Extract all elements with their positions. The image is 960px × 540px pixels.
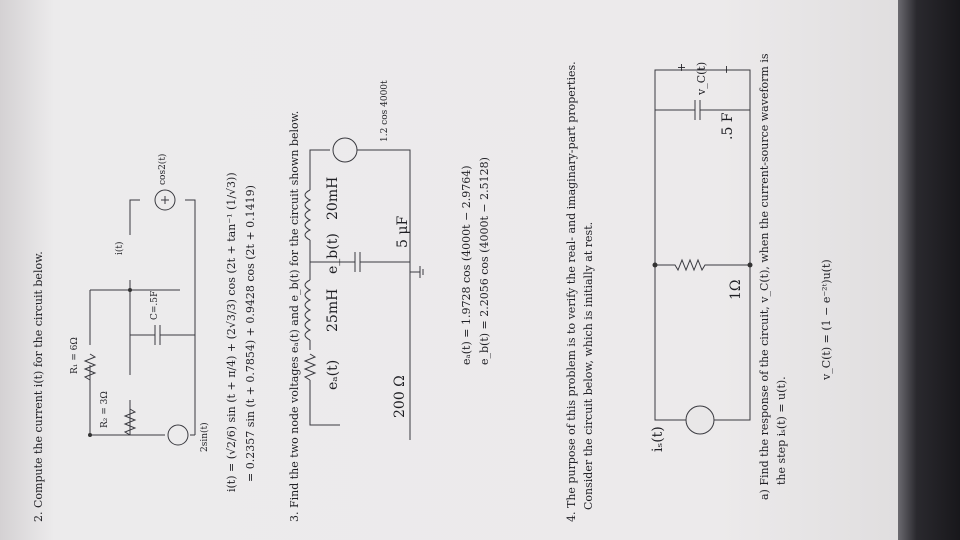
q4-resistor: 1Ω (728, 279, 744, 300)
q4-cap: .5 F (720, 112, 736, 140)
q3-answer-line2: e_b(t) = 2.2056 cos (4000t − 2.5128) (478, 157, 491, 365)
q2-r1: R₁ = 6Ω (70, 337, 80, 374)
q2-src-left: 2sin(t) (200, 422, 210, 452)
q3-cap: 5 μF (395, 215, 411, 248)
q4-answer: v_C(t) = (1 − e⁻²ᵗ)u(t) (820, 259, 833, 380)
q2-r2: R₂ = 3Ω (100, 391, 110, 428)
q4-is-label: iₛ(t) (650, 426, 666, 452)
q2-src-right: cos2(t) (158, 153, 168, 185)
q4-plus: + (675, 62, 688, 72)
q3-l2: 20mH (325, 176, 341, 220)
q3-resistor: 200 Ω (392, 375, 408, 418)
q4-part-a-line2: the step iₛ(t) = u(t). (775, 376, 788, 485)
page-edge (898, 0, 960, 540)
q4-minus: − (720, 64, 733, 74)
q4-prompt-line2: Consider the circuit below, which is initially at rest. (582, 221, 595, 510)
q3-source: 1.2 cos 4000t (380, 80, 390, 142)
q2-answer-line1: i(t) = (√2/6) sin (t + π/4) + (2√3/3) cos (2t + tan⁻¹ (1/√3)) (225, 172, 238, 492)
q2-answer-line2: = 0.2357 sin (t + 0.7854) + 0.9428 cos (2t + 0.1419) (244, 185, 257, 482)
q2-prompt: 2. Compute the current i(t) for the circuit below. (32, 251, 45, 522)
q3-prompt: 3. Find the two node voltages eₐ(t) and e_b(t) for the circuit shown below. (288, 110, 301, 522)
q2-cap: C=.5F (150, 290, 160, 320)
q3-answer-line1: eₐ(t) = 1.9728 cos (4000t − 2.9764) (460, 165, 473, 365)
q3-l1: 25mH (325, 288, 341, 332)
q2-current-label: i(t) (115, 241, 125, 255)
q3-eb-label: e_b(t) (325, 233, 341, 274)
q4-part-a-line1: a) Find the response of the circuit, v_C(t), when the current-source waveform is (758, 53, 771, 500)
q4-prompt-line1: 4. The purpose of this problem is to verify the real- and imaginary-part properties. (565, 61, 578, 522)
q4-vc-label: v_C(t) (695, 61, 708, 95)
q3-ea-label: eₐ(t) (325, 359, 341, 390)
